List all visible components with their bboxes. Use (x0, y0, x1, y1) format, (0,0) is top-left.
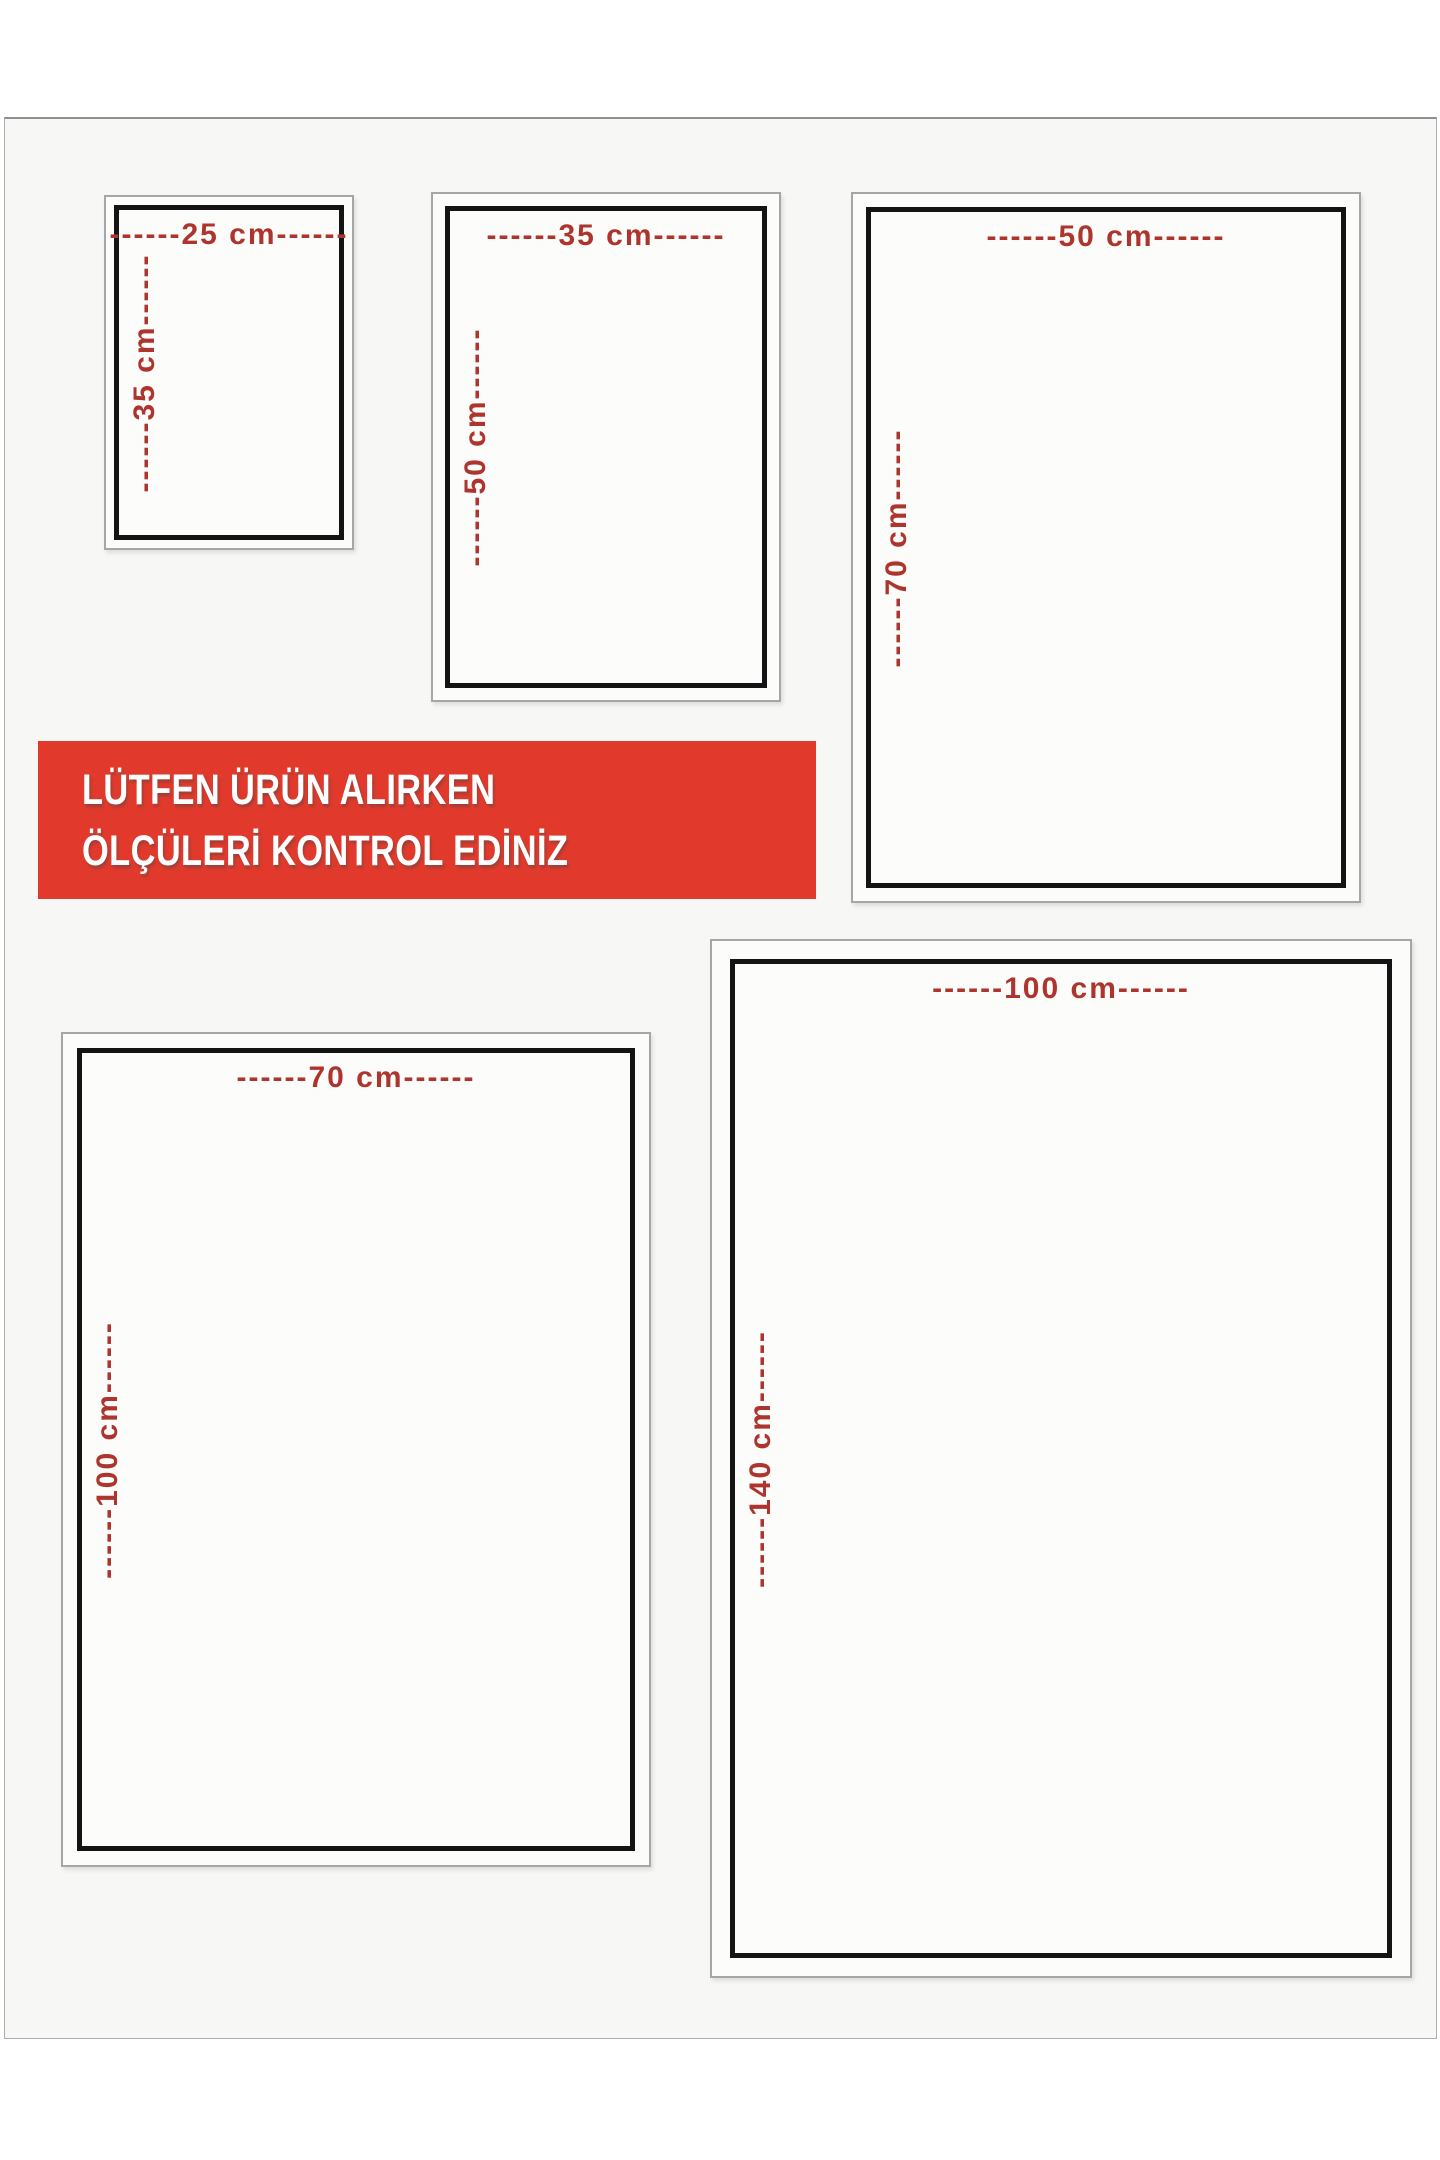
width-dimension-label: ------70 cm------ (236, 1061, 476, 1094)
size-box-70x100 (61, 1032, 651, 1867)
width-dimension-label: ------35 cm------ (486, 219, 726, 252)
size-box-25x35 (104, 195, 354, 550)
width-dimension-label: ------50 cm------ (986, 220, 1226, 253)
size-box-frame (77, 1048, 635, 1851)
size-box-35x50 (431, 192, 781, 702)
notice-banner (38, 741, 816, 899)
size-box-frame (445, 206, 767, 688)
size-box-frame (866, 207, 1346, 888)
width-dimension-label: ------25 cm------ (109, 218, 349, 251)
notice-banner-line1: LÜTFEN ÜRÜN ALIRKEN (82, 765, 496, 814)
height-dimension-label: ------50 cm------ (459, 327, 492, 567)
size-box-50x70 (851, 192, 1361, 903)
size-guide-content-area (4, 117, 1437, 2039)
size-box-100x140 (710, 939, 1412, 1978)
height-dimension-label: ------100 cm------ (91, 1320, 124, 1579)
notice-banner-line2: ÖLÇÜLERİ KONTROL EDİNİZ (82, 826, 569, 875)
height-dimension-label: ------70 cm------ (880, 428, 913, 667)
height-dimension-label: ------140 cm------ (744, 1329, 777, 1588)
size-box-frame (730, 959, 1392, 1958)
width-dimension-label: ------100 cm------ (932, 972, 1190, 1005)
height-dimension-label: ------35 cm------ (128, 253, 161, 492)
size-box-frame (109, 205, 349, 540)
